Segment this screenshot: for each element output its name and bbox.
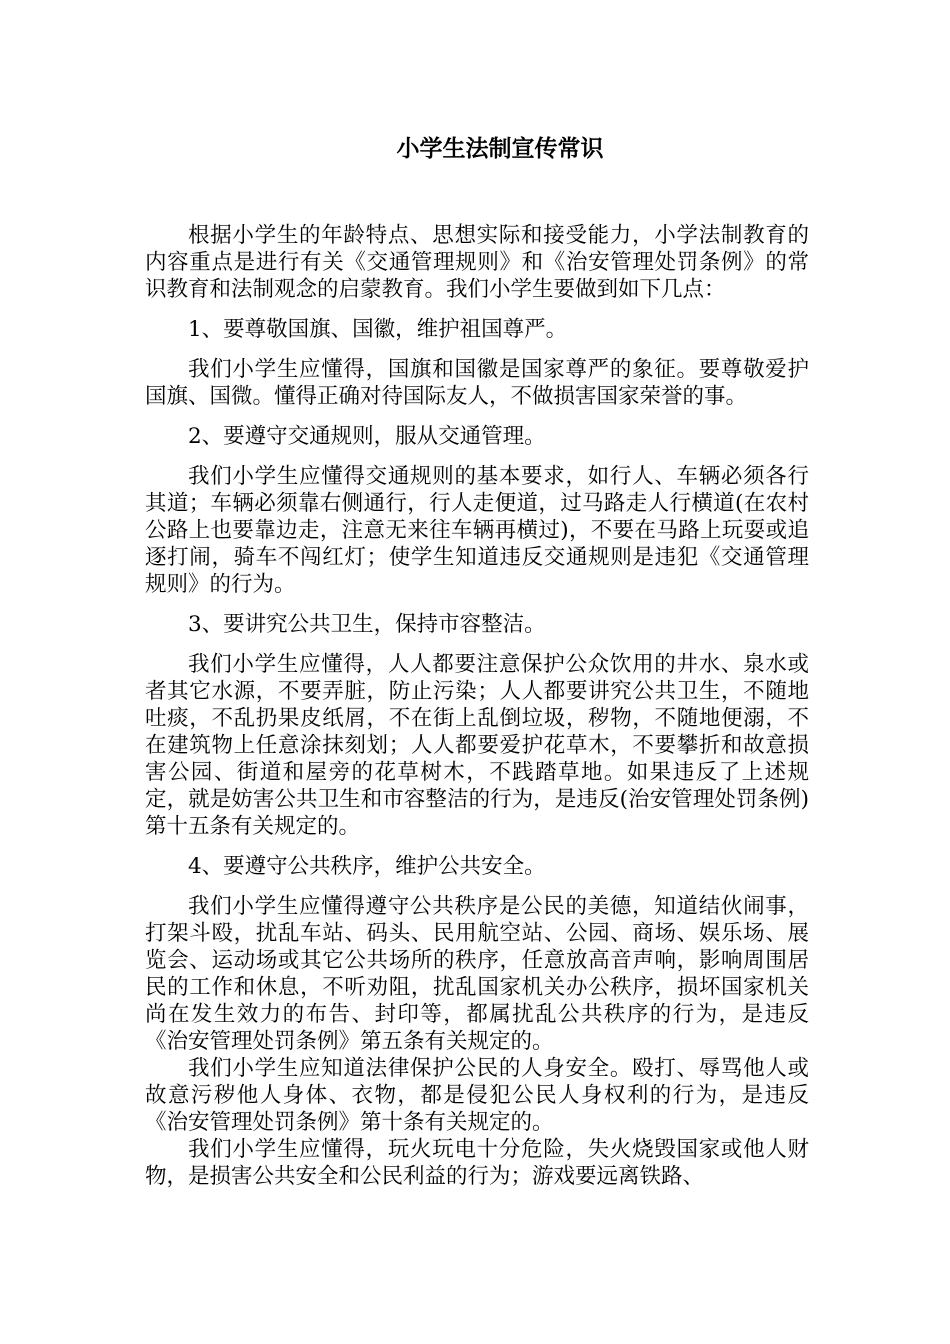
section-paragraph-3: 我们小学生应懂得，人人都要注意保护公众饮用的井水、泉水或者其它水源，不要弄脏，防止污染；人人都要讲究公共卫生，不随地吐痰，不乱扔果皮纸屑，不在街上乱倒垃圾，秽物，不随地便溺，不在建筑物上任意涂抹刻划；人人都要爱护花草木，不要攀折和故意损害公园、街道和屋旁的花草树木，不践踏草地。如果违反了上述规定，就是妨害公共卫生和市容整洁的行为，是违反(治安管理处罚条例)第十五条有关规定的。 — [145, 652, 809, 839]
section-paragraph-2: 我们小学生应懂得交通规则的基本要求，如行人、车辆必须各行其道；车辆必须靠右侧通行，行人走便道，过马路走人行横道(在农村公路上也要靠边走，注意无来往车辆再横过)，不要在马路上玩耍或追逐打闹，骑车不闯红灯；使学生知道违反交通规则是违犯《交通管理规则》的行为。 — [145, 464, 809, 597]
section-heading-4: 4、要遵守公共秩序，维护公共安全。 — [188, 854, 546, 879]
section-heading-1: 1、要尊敬国旗、国徽，维护祖国尊严。 — [188, 317, 568, 342]
intro-paragraph: 根据小学生的年龄特点、思想实际和接受能力，小学法制教育的内容重点是进行有关《交通管理规则》和《治安管理处罚条例》的常识教育和法制观念的启蒙教育。我们小学生要做到如下几点： — [145, 223, 809, 302]
section-paragraph-1: 我们小学生应懂得，国旗和国徽是国家尊严的象征。要尊敬爱护国旗、国微。懂得正确对待国际友人，不做损害国家荣誉的事。 — [145, 357, 809, 409]
section-paragraph-4b: 我们小学生应知道法律保护公民的人身安全。殴打、辱骂他人或故意污秽他人身体、衣物，都是侵犯公民人身权利的行为，是违反《治安管理处罚条例》第十条有关规定的。 — [145, 1056, 809, 1135]
section-paragraph-4c: 我们小学生应懂得，玩火玩电十分危险，失火烧毁国家或他人财物，是损害公共安全和公民利益的行为；游戏要远离铁路、 — [145, 1137, 809, 1189]
document-title: 小学生法制宣传常识 — [396, 135, 604, 162]
section-paragraph-4a: 我们小学生应懂得遵守公共秩序是公民的美德，知道结伙闹事，打架斗殴，扰乱车站、码头、民用航空站、公园、商场、娱乐场、展览会、运动场或其它公共场所的秩序，任意放高音声响，影响周围居民的工作和休息，不听劝阻，扰乱国家机关办公秩序，损坏国家机关尚在发生效力的布告、封印等，都属扰乱公共秩序的行为，是违反《治安管理处罚条例》第五条有关规定的。 — [145, 894, 809, 1054]
document-body — [145, 222, 809, 1190]
section-heading-3: 3、要讲究公共卫生，保持市容整洁。 — [188, 612, 546, 637]
section-heading-2: 2、要遵守交通规则，服从交通管理。 — [188, 424, 546, 449]
